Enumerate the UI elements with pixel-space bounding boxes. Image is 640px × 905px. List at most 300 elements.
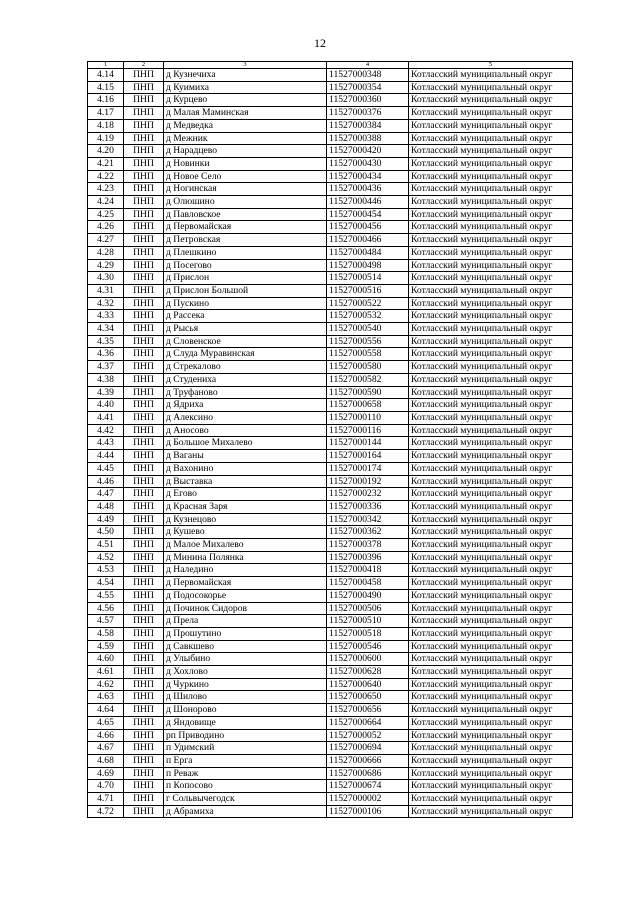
oktmo-code-cell: 11527000336: [327, 500, 409, 513]
settlement-name-cell: д Кузнечиха: [164, 69, 327, 82]
row-number-cell: 4.29: [88, 259, 124, 272]
object-type-cell: ПНП: [124, 94, 164, 107]
table-row: [88, 361, 573, 374]
object-type-cell: ПНП: [124, 627, 164, 640]
municipal-district-cell: Котласский муниципальный округ: [409, 666, 573, 679]
municipal-district-cell: Котласский муниципальный округ: [409, 539, 573, 552]
row-number-cell: 4.51: [88, 539, 124, 552]
object-type-cell: ПНП: [124, 310, 164, 323]
oktmo-code-cell: 11527000516: [327, 284, 409, 297]
municipal-district-cell: Котласский муниципальный округ: [409, 462, 573, 475]
object-type-cell: ПНП: [124, 259, 164, 272]
oktmo-code-cell: 11527000466: [327, 234, 409, 247]
row-number-cell: 4.53: [88, 564, 124, 577]
oktmo-code-cell: 11527000446: [327, 196, 409, 209]
object-type-cell: ПНП: [124, 564, 164, 577]
settlement-name-cell: д Посегово: [164, 259, 327, 272]
object-type-cell: ПНП: [124, 475, 164, 488]
municipal-district-cell: Котласский муниципальный округ: [409, 132, 573, 145]
settlement-name-cell: п Удимский: [164, 742, 327, 755]
row-number-cell: 4.69: [88, 767, 124, 780]
municipal-district-cell: Котласский муниципальный округ: [409, 69, 573, 82]
oktmo-code-cell: 11527000558: [327, 348, 409, 361]
municipal-district-cell: Котласский муниципальный округ: [409, 564, 573, 577]
object-type-cell: ПНП: [124, 729, 164, 742]
municipal-district-cell: Котласский муниципальный округ: [409, 81, 573, 94]
municipal-district-cell: Котласский муниципальный округ: [409, 780, 573, 793]
settlement-name-cell: п Ерга: [164, 754, 327, 767]
row-number-cell: 4.36: [88, 348, 124, 361]
table-row: [88, 69, 573, 82]
object-type-cell: ПНП: [124, 742, 164, 755]
object-type-cell: ПНП: [124, 539, 164, 552]
settlement-name-cell: д Ядриха: [164, 399, 327, 412]
oktmo-code-cell: 11527000514: [327, 272, 409, 285]
table-row: [88, 526, 573, 539]
table-row: [88, 411, 573, 424]
object-type-cell: ПНП: [124, 323, 164, 336]
municipal-district-cell: Котласский муниципальный округ: [409, 297, 573, 310]
row-number-cell: 4.63: [88, 691, 124, 704]
municipal-district-cell: Котласский муниципальный округ: [409, 589, 573, 602]
row-number-cell: 4.27: [88, 234, 124, 247]
row-number-cell: 4.26: [88, 221, 124, 234]
row-number-cell: 4.17: [88, 107, 124, 120]
municipal-district-cell: Котласский муниципальный округ: [409, 284, 573, 297]
municipal-district-cell: Котласский муниципальный округ: [409, 94, 573, 107]
table-row: [88, 602, 573, 615]
oktmo-code-cell: 11527000430: [327, 157, 409, 170]
oktmo-code-cell: 11527000674: [327, 780, 409, 793]
object-type-cell: ПНП: [124, 666, 164, 679]
header-row: [88, 62, 573, 69]
settlement-name-cell: д Первомайская: [164, 221, 327, 234]
object-type-cell: ПНП: [124, 793, 164, 806]
table-row: [88, 81, 573, 94]
oktmo-code-cell: 11527000232: [327, 488, 409, 501]
settlements-table: [87, 61, 573, 818]
row-number-cell: 4.39: [88, 386, 124, 399]
settlement-name-cell: д Плешкино: [164, 246, 327, 259]
settlement-name-cell: д Ногинская: [164, 183, 327, 196]
oktmo-code-cell: 11527000540: [327, 323, 409, 336]
table-row: [88, 462, 573, 475]
table-row: [88, 793, 573, 806]
row-number-cell: 4.40: [88, 399, 124, 412]
settlement-name-cell: д Новое Село: [164, 170, 327, 183]
municipal-district-cell: Котласский муниципальный округ: [409, 450, 573, 463]
settlement-name-cell: п Копосово: [164, 780, 327, 793]
object-type-cell: ПНП: [124, 640, 164, 653]
row-number-cell: 4.33: [88, 310, 124, 323]
table-row: [88, 450, 573, 463]
settlement-name-cell: д Улыбино: [164, 653, 327, 666]
row-number-cell: 4.24: [88, 196, 124, 209]
object-type-cell: ПНП: [124, 234, 164, 247]
settlement-name-cell: д Прошутино: [164, 627, 327, 640]
object-type-cell: ПНП: [124, 284, 164, 297]
oktmo-code-cell: 11527000342: [327, 513, 409, 526]
table-header: [88, 62, 573, 69]
object-type-cell: ПНП: [124, 297, 164, 310]
settlement-name-cell: д Рассека: [164, 310, 327, 323]
table-row: [88, 729, 573, 742]
municipal-district-cell: Котласский муниципальный округ: [409, 399, 573, 412]
municipal-district-cell: Котласский муниципальный округ: [409, 716, 573, 729]
settlement-name-cell: д Кузнецово: [164, 513, 327, 526]
settlement-name-cell: д Аносово: [164, 424, 327, 437]
municipal-district-cell: Котласский муниципальный округ: [409, 145, 573, 158]
object-type-cell: ПНП: [124, 335, 164, 348]
object-type-cell: ПНП: [124, 246, 164, 259]
table-row: [88, 399, 573, 412]
table-row: [88, 246, 573, 259]
table-row: [88, 196, 573, 209]
table-row: [88, 754, 573, 767]
row-number-cell: 4.46: [88, 475, 124, 488]
row-number-cell: 4.68: [88, 754, 124, 767]
object-type-cell: ПНП: [124, 348, 164, 361]
oktmo-code-cell: 11527000354: [327, 81, 409, 94]
oktmo-code-cell: 11527000532: [327, 310, 409, 323]
table-row: [88, 335, 573, 348]
municipal-district-cell: Котласский муниципальный округ: [409, 805, 573, 818]
table-row: [88, 742, 573, 755]
settlement-name-cell: д Куимиха: [164, 81, 327, 94]
municipal-district-cell: Котласский муниципальный округ: [409, 653, 573, 666]
oktmo-code-cell: 11527000546: [327, 640, 409, 653]
settlement-name-cell: г Сольвычегодск: [164, 793, 327, 806]
oktmo-code-cell: 11527000360: [327, 94, 409, 107]
table-row: [88, 221, 573, 234]
municipal-district-cell: Котласский муниципальный округ: [409, 691, 573, 704]
oktmo-code-cell: 11527000164: [327, 450, 409, 463]
object-type-cell: ПНП: [124, 69, 164, 82]
table-row: [88, 183, 573, 196]
object-type-cell: ПНП: [124, 170, 164, 183]
row-number-cell: 4.31: [88, 284, 124, 297]
oktmo-code-cell: 11527000510: [327, 615, 409, 628]
row-number-cell: 4.60: [88, 653, 124, 666]
municipal-district-cell: Котласский муниципальный округ: [409, 259, 573, 272]
municipal-district-cell: Котласский муниципальный округ: [409, 640, 573, 653]
table-row: [88, 259, 573, 272]
municipal-district-cell: Котласский муниципальный округ: [409, 323, 573, 336]
municipal-district-cell: Котласский муниципальный округ: [409, 361, 573, 374]
table-row: [88, 119, 573, 132]
object-type-cell: ПНП: [124, 577, 164, 590]
oktmo-code-cell: 11527000052: [327, 729, 409, 742]
municipal-district-cell: Котласский муниципальный округ: [409, 513, 573, 526]
row-number-cell: 4.62: [88, 678, 124, 691]
municipal-district-cell: Котласский муниципальный округ: [409, 234, 573, 247]
row-number-cell: 4.38: [88, 373, 124, 386]
settlement-name-cell: д Нарадцево: [164, 145, 327, 158]
table-row: [88, 234, 573, 247]
object-type-cell: ПНП: [124, 411, 164, 424]
object-type-cell: ПНП: [124, 272, 164, 285]
oktmo-code-cell: 11527000348: [327, 69, 409, 82]
object-type-cell: ПНП: [124, 183, 164, 196]
table-row: [88, 805, 573, 818]
oktmo-code-cell: 11527000116: [327, 424, 409, 437]
row-number-cell: 4.52: [88, 551, 124, 564]
settlement-name-cell: д Вахонино: [164, 462, 327, 475]
page-number: 12: [314, 36, 326, 50]
table-row: [88, 691, 573, 704]
settlement-name-cell: д Труфаново: [164, 386, 327, 399]
oktmo-code-cell: 11527000628: [327, 666, 409, 679]
oktmo-code-cell: 11527000458: [327, 577, 409, 590]
oktmo-code-cell: 11527000144: [327, 437, 409, 450]
row-number-cell: 4.16: [88, 94, 124, 107]
table-row: [88, 475, 573, 488]
row-number-cell: 4.21: [88, 157, 124, 170]
table-row: [88, 297, 573, 310]
row-number-cell: 4.71: [88, 793, 124, 806]
object-type-cell: ПНП: [124, 754, 164, 767]
table-row: [88, 145, 573, 158]
municipal-district-cell: Котласский муниципальный округ: [409, 437, 573, 450]
oktmo-code-cell: 11527000522: [327, 297, 409, 310]
object-type-cell: ПНП: [124, 615, 164, 628]
municipal-district-cell: Котласский муниципальный округ: [409, 208, 573, 221]
settlement-name-cell: д Олюшино: [164, 196, 327, 209]
municipal-district-cell: Котласский муниципальный округ: [409, 754, 573, 767]
row-number-cell: 4.45: [88, 462, 124, 475]
oktmo-code-cell: 11527000656: [327, 704, 409, 717]
header-col-2: 2: [124, 62, 164, 69]
table-row: [88, 767, 573, 780]
municipal-district-cell: Котласский муниципальный округ: [409, 335, 573, 348]
table-row: [88, 310, 573, 323]
object-type-cell: ПНП: [124, 513, 164, 526]
oktmo-code-cell: 11527000640: [327, 678, 409, 691]
oktmo-code-cell: 11527000388: [327, 132, 409, 145]
row-number-cell: 4.19: [88, 132, 124, 145]
settlement-name-cell: д Савкшево: [164, 640, 327, 653]
row-number-cell: 4.56: [88, 602, 124, 615]
object-type-cell: ПНП: [124, 691, 164, 704]
oktmo-code-cell: 11527000378: [327, 539, 409, 552]
row-number-cell: 4.64: [88, 704, 124, 717]
settlement-name-cell: д Яндовище: [164, 716, 327, 729]
municipal-district-cell: Котласский муниципальный округ: [409, 627, 573, 640]
settlement-name-cell: д Минина Полянка: [164, 551, 327, 564]
settlement-name-cell: д Словенское: [164, 335, 327, 348]
oktmo-code-cell: 11527000174: [327, 462, 409, 475]
municipal-district-cell: Котласский муниципальный округ: [409, 157, 573, 170]
settlement-name-cell: д Стрекалово: [164, 361, 327, 374]
table-row: [88, 653, 573, 666]
table-row: [88, 437, 573, 450]
table-row: [88, 780, 573, 793]
row-number-cell: 4.32: [88, 297, 124, 310]
settlement-name-cell: д Медведка: [164, 119, 327, 132]
municipal-district-cell: Котласский муниципальный округ: [409, 170, 573, 183]
object-type-cell: ПНП: [124, 589, 164, 602]
settlement-name-cell: д Хохлово: [164, 666, 327, 679]
oktmo-code-cell: 11527000658: [327, 399, 409, 412]
row-number-cell: 4.50: [88, 526, 124, 539]
row-number-cell: 4.41: [88, 411, 124, 424]
oktmo-code-cell: 11527000506: [327, 602, 409, 615]
table-body: [88, 69, 573, 818]
oktmo-code-cell: 11527000376: [327, 107, 409, 120]
row-number-cell: 4.23: [88, 183, 124, 196]
table-row: [88, 488, 573, 501]
oktmo-code-cell: 11527000384: [327, 119, 409, 132]
object-type-cell: ПНП: [124, 399, 164, 412]
object-type-cell: ПНП: [124, 780, 164, 793]
municipal-district-cell: Котласский муниципальный округ: [409, 119, 573, 132]
table-row: [88, 500, 573, 513]
oktmo-code-cell: 11527000582: [327, 373, 409, 386]
municipal-district-cell: Котласский муниципальный округ: [409, 500, 573, 513]
settlement-name-cell: д Студениха: [164, 373, 327, 386]
table-row: [88, 284, 573, 297]
object-type-cell: ПНП: [124, 119, 164, 132]
table-row: [88, 551, 573, 564]
municipal-district-cell: Котласский муниципальный округ: [409, 793, 573, 806]
table-row: [88, 323, 573, 336]
table-row: [88, 589, 573, 602]
object-type-cell: ПНП: [124, 107, 164, 120]
settlement-name-cell: д Петровская: [164, 234, 327, 247]
settlement-name-cell: д Большое Михалево: [164, 437, 327, 450]
settlement-name-cell: д Павловское: [164, 208, 327, 221]
object-type-cell: ПНП: [124, 132, 164, 145]
table-row: [88, 424, 573, 437]
object-type-cell: ПНП: [124, 716, 164, 729]
row-number-cell: 4.14: [88, 69, 124, 82]
settlement-name-cell: д Подосокорье: [164, 589, 327, 602]
municipal-district-cell: Котласский муниципальный округ: [409, 488, 573, 501]
table-row: [88, 666, 573, 679]
table-row: [88, 170, 573, 183]
table-row: [88, 564, 573, 577]
row-number-cell: 4.59: [88, 640, 124, 653]
table-row: [88, 627, 573, 640]
oktmo-code-cell: 11527000418: [327, 564, 409, 577]
object-type-cell: ПНП: [124, 221, 164, 234]
object-type-cell: ПНП: [124, 81, 164, 94]
settlement-name-cell: д Кушево: [164, 526, 327, 539]
settlement-name-cell: д Абрамиха: [164, 805, 327, 818]
municipal-district-cell: Котласский муниципальный округ: [409, 183, 573, 196]
header-col-1: 1: [88, 62, 124, 69]
table-row: [88, 615, 573, 628]
settlement-name-cell: д Прислон Большой: [164, 284, 327, 297]
table-row: [88, 272, 573, 285]
settlement-name-cell: д Прислон: [164, 272, 327, 285]
row-number-cell: 4.61: [88, 666, 124, 679]
object-type-cell: ПНП: [124, 551, 164, 564]
object-type-cell: ПНП: [124, 145, 164, 158]
header-col-4: 4: [327, 62, 409, 69]
row-number-cell: 4.37: [88, 361, 124, 374]
oktmo-code-cell: 11527000664: [327, 716, 409, 729]
table-row: [88, 640, 573, 653]
row-number-cell: 4.57: [88, 615, 124, 628]
settlement-name-cell: д Выставка: [164, 475, 327, 488]
object-type-cell: ПНП: [124, 196, 164, 209]
object-type-cell: ПНП: [124, 424, 164, 437]
oktmo-code-cell: 11527000686: [327, 767, 409, 780]
row-number-cell: 4.72: [88, 805, 124, 818]
oktmo-code-cell: 11527000590: [327, 386, 409, 399]
oktmo-code-cell: 11527000650: [327, 691, 409, 704]
object-type-cell: ПНП: [124, 157, 164, 170]
object-type-cell: ПНП: [124, 462, 164, 475]
object-type-cell: ПНП: [124, 767, 164, 780]
oktmo-code-cell: 11527000362: [327, 526, 409, 539]
settlement-name-cell: д Красная Заря: [164, 500, 327, 513]
settlement-name-cell: рп Приводино: [164, 729, 327, 742]
settlement-name-cell: д Пускино: [164, 297, 327, 310]
row-number-cell: 4.28: [88, 246, 124, 259]
municipal-district-cell: Котласский муниципальный округ: [409, 577, 573, 590]
object-type-cell: ПНП: [124, 450, 164, 463]
settlement-name-cell: д Починок Сидоров: [164, 602, 327, 615]
settlement-name-cell: д Ваганы: [164, 450, 327, 463]
object-type-cell: ПНП: [124, 208, 164, 221]
table-row: [88, 539, 573, 552]
municipal-district-cell: Котласский муниципальный округ: [409, 615, 573, 628]
oktmo-code-cell: 11527000518: [327, 627, 409, 640]
oktmo-code-cell: 11527000456: [327, 221, 409, 234]
row-number-cell: 4.44: [88, 450, 124, 463]
table-row: [88, 704, 573, 717]
row-number-cell: 4.65: [88, 716, 124, 729]
municipal-district-cell: Котласский муниципальный округ: [409, 373, 573, 386]
municipal-district-cell: Котласский муниципальный округ: [409, 526, 573, 539]
settlement-name-cell: д Курцево: [164, 94, 327, 107]
row-number-cell: 4.34: [88, 323, 124, 336]
municipal-district-cell: Котласский муниципальный округ: [409, 348, 573, 361]
municipal-district-cell: Котласский муниципальный округ: [409, 107, 573, 120]
table-row: [88, 716, 573, 729]
oktmo-code-cell: 11527000600: [327, 653, 409, 666]
municipal-district-cell: Котласский муниципальный округ: [409, 310, 573, 323]
settlement-name-cell: д Алексино: [164, 411, 327, 424]
row-number-cell: 4.67: [88, 742, 124, 755]
municipal-district-cell: Котласский муниципальный округ: [409, 411, 573, 424]
row-number-cell: 4.30: [88, 272, 124, 285]
header-col-3: 3: [164, 62, 327, 69]
settlement-name-cell: д Чуркино: [164, 678, 327, 691]
settlement-name-cell: д Межник: [164, 132, 327, 145]
municipal-district-cell: Котласский муниципальный округ: [409, 678, 573, 691]
row-number-cell: 4.35: [88, 335, 124, 348]
row-number-cell: 4.15: [88, 81, 124, 94]
municipal-district-cell: Котласский муниципальный округ: [409, 272, 573, 285]
oktmo-code-cell: 11527000192: [327, 475, 409, 488]
table-row: [88, 107, 573, 120]
table-row: [88, 208, 573, 221]
oktmo-code-cell: 11527000420: [327, 145, 409, 158]
municipal-district-cell: Котласский муниципальный округ: [409, 602, 573, 615]
municipal-district-cell: Котласский муниципальный округ: [409, 246, 573, 259]
object-type-cell: ПНП: [124, 653, 164, 666]
oktmo-code-cell: 11527000002: [327, 793, 409, 806]
object-type-cell: ПНП: [124, 361, 164, 374]
oktmo-code-cell: 11527000556: [327, 335, 409, 348]
table-row: [88, 348, 573, 361]
oktmo-code-cell: 11527000396: [327, 551, 409, 564]
municipal-district-cell: Котласский муниципальный округ: [409, 424, 573, 437]
row-number-cell: 4.43: [88, 437, 124, 450]
